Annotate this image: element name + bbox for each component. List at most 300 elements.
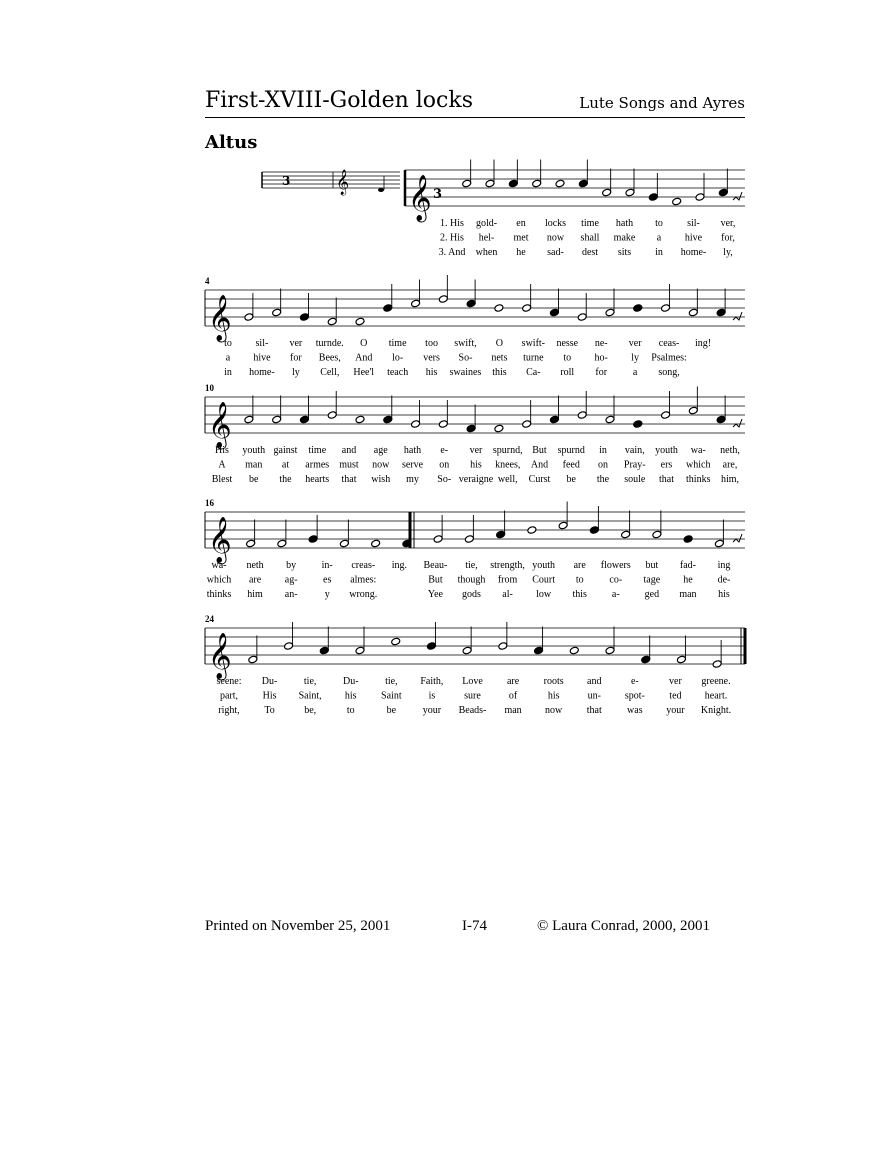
lyric-syllable: ing. [391,560,407,571]
lyric-syllable: ly, [723,247,733,258]
lyric-syllable: be [386,705,397,716]
lyric-syllable: him, [720,474,740,485]
note-head [625,188,635,197]
lyric-syllable: time [388,338,407,349]
note-head [522,420,532,429]
lyric-syllable: that [659,474,674,485]
lyric-syllable: sure [464,690,481,702]
note-head [549,415,559,424]
lyric-syllable: home- [249,367,275,378]
measure-number: 16 [205,498,214,508]
note-head [355,646,365,655]
lyric-syllable: he [683,574,693,586]
note-head [383,304,393,313]
lyric-syllable: for [595,367,608,378]
lyric-syllable: O [495,338,504,349]
lyric-syllable: is [428,690,436,702]
lyric-syllable: nesse [556,338,579,349]
lyric-syllable: vers [423,352,440,364]
lyric-syllable: a [225,352,231,364]
note-head [605,415,615,424]
note-head [549,308,559,317]
note-head [498,642,508,651]
note-head [466,424,476,433]
lyric-syllable: man [679,589,697,600]
lyric-syllable: strength, [490,560,525,571]
lyric-syllable: neth [246,560,264,571]
note-head [633,304,643,313]
treble-clef-icon: 𝄞 [208,517,232,563]
lyric-syllable: wa- [690,445,706,456]
note-head [391,637,401,646]
note-head [327,317,337,326]
lyric-syllable: at [281,459,290,471]
lyric-syllable: but [645,560,659,571]
lyric-syllable: a [632,367,638,378]
note-head [527,526,537,535]
treble-clef-icon: 𝄞 [408,175,432,221]
lyric-syllable: veraigne [458,474,494,485]
note-head [244,313,254,322]
note-head [578,179,588,188]
lyric-syllable: nets [491,352,508,364]
page-title: First-XVIII-Golden locks [205,88,473,113]
lyric-syllable: en [516,218,526,229]
lyric-syllable: wa- [211,560,227,571]
note-head [494,304,504,313]
lyric-syllable: his [718,589,730,600]
note-head [534,646,544,655]
lyric-syllable: this [572,589,587,600]
lyric-syllable: Blest [211,474,233,485]
lyric-syllable: wish [371,474,391,485]
lyric-syllable: hel- [478,232,495,244]
lyric-syllable: when [475,247,498,258]
note-head [652,530,662,539]
lyric-syllable: Du- [342,676,359,687]
lyric-syllable: Cell, [320,367,340,378]
note-head [371,539,381,548]
note-head [714,539,724,548]
lyric-syllable: swift, [454,338,477,349]
lyric-syllable: de- [717,574,731,586]
measure-number: 24 [205,614,214,624]
lyric-syllable: Saint [381,690,402,702]
lyric-syllable: ceas- [658,338,680,349]
lyric-syllable: almes: [350,574,377,586]
lyric-syllable: to [224,338,232,349]
note-head [272,308,282,317]
lyric-syllable: tage [643,574,661,586]
note-head [355,317,365,326]
lyric-syllable: part, [219,690,239,702]
lyric-syllable: ted [669,690,682,702]
lyric-syllable: to [346,705,355,716]
lyric-syllable: greene. [701,676,731,687]
lyric-syllable: swift- [521,338,546,349]
lyric-syllable: home- [680,247,707,258]
lyric-syllable: 1. His [440,218,464,229]
lyric-syllable: dest [581,247,599,258]
lyric-syllable: So- [437,474,452,485]
lyric-syllable: a [656,232,662,244]
note-head [355,415,365,424]
note-head [438,420,448,429]
note-head [716,308,726,317]
lyric-syllable: youth [242,445,266,456]
lyric-syllable: his [344,690,357,702]
lyric-syllable: his [547,690,560,702]
note-head [508,179,518,188]
lyric-syllable: Saint, [298,690,322,702]
lyric-syllable: ver, [720,218,736,229]
note-head [558,521,568,530]
note-head [277,539,287,548]
note-head [688,406,698,415]
lyric-syllable: make [613,232,636,244]
note-head [688,308,698,317]
lyric-syllable: by [286,560,297,571]
note-head [299,415,309,424]
lyric-syllable: lo- [392,352,404,364]
lyric-syllable: ly [631,352,640,364]
lyric-syllable: and [341,445,357,456]
note-head [433,535,443,544]
note-head [695,193,705,202]
note-head [661,304,671,313]
lyric-syllable: hath [615,218,634,229]
svg-text:3: 3 [282,174,291,188]
lyric-syllable: hath [403,445,422,456]
lyric-syllable: ers [660,459,673,471]
lyric-syllable: in [655,247,663,258]
lyric-syllable: sits [617,247,632,258]
lyric-syllable: be [566,474,576,485]
lyric-syllable: spurnd [557,445,585,456]
lyric-syllable: al- [502,589,513,600]
lyric-syllable: for [290,352,302,364]
lyric-syllable: well, [497,474,518,485]
lyric-syllable: So- [458,352,473,364]
lyric-syllable: fad- [679,560,696,571]
lyric-syllable: Yee [427,589,443,600]
note-head [532,179,542,188]
lyric-syllable: him [247,589,263,600]
lyric-syllable: right, [218,705,240,716]
lyric-syllable: ver [289,338,303,349]
lyric-syllable: he [516,247,526,258]
lyric-syllable: flowers [600,560,631,571]
lyric-syllable: To [264,705,275,716]
lyric-syllable: in- [321,560,333,571]
note-head [661,411,671,420]
lyric-syllable: on [439,459,450,471]
lyric-syllable: are, [722,459,738,471]
lyric-syllable: my [406,474,419,485]
lyric-syllable: an- [284,589,298,600]
note-head [411,420,421,429]
lyric-syllable: sil- [687,218,700,229]
lyric-syllable: in [224,367,232,378]
lyric-syllable: Faith, [420,676,444,687]
note-head [248,655,258,664]
lyric-syllable: be [249,474,259,485]
lyric-syllable: now [545,705,563,716]
lyric-syllable: Love [462,676,483,687]
note-head [522,304,532,313]
lyric-syllable: A [218,459,226,471]
lyric-syllable: that [586,705,602,716]
lyric-syllable: Beau- [423,560,448,571]
lyric-syllable: His [215,445,229,456]
lyric-syllable: are [506,676,520,687]
lyric-syllable: hive [253,352,271,364]
note-head [462,646,472,655]
lyric-syllable: are [573,560,586,571]
custos-mark [733,312,742,320]
lyric-syllable: sil- [255,338,269,349]
note-head [718,188,728,197]
lyric-syllable: which [206,574,232,586]
lyric-syllable: gold- [475,218,498,229]
note-head [411,299,421,308]
lyric-syllable: his [470,459,482,471]
note-head [648,193,658,202]
custos-mark [733,534,742,542]
note-head [485,179,495,188]
lyric-syllable: youth [532,560,556,571]
note-head [605,646,615,655]
note-head [244,415,254,424]
lyric-syllable: the [279,474,292,485]
lyric-syllable: and [587,676,602,687]
lyric-syllable: Beads- [458,705,487,716]
lyric-syllable: swaines [449,367,482,378]
lyric-syllable: ing [717,560,731,571]
lyric-syllable: feed [562,459,580,471]
lyric-syllable: un- [587,690,601,702]
note-head [426,642,436,651]
note-head [327,411,337,420]
lyric-syllable: spot- [624,690,645,702]
lyric-syllable: shall [580,232,600,244]
note-head [308,535,318,544]
lyric-syllable: met [513,232,529,244]
lyric-syllable: turnde. [315,338,344,349]
lyric-syllable: ver [628,338,642,349]
lyric-syllable: on [598,459,608,471]
lyric-syllable: creas- [351,560,376,571]
lyric-syllable: And [530,459,549,471]
staff-system [205,275,745,378]
lyric-syllable: your [666,705,685,716]
lyric-syllable: ged [644,589,660,600]
treble-clef-icon: 𝄞 [208,295,232,341]
note-head [683,535,693,544]
lyric-syllable: y [324,589,330,600]
lyric-syllable: e- [440,445,449,456]
svg-text:𝄞: 𝄞 [336,170,350,195]
treble-clef-icon: 𝄞 [208,402,232,448]
lyric-syllable: ver [469,445,483,456]
note-head [319,646,329,655]
lyric-syllable: song, [658,367,680,378]
lyric-syllable: a- [611,589,620,600]
lyric-syllable: for, [721,232,735,244]
lyric-syllable: neth, [720,445,740,456]
note-head [438,295,448,304]
lyric-syllable: heart. [704,690,728,702]
lyric-syllable: to [575,574,584,586]
lyric-syllable: this [492,367,507,378]
custos-mark [733,419,742,427]
staff-system [405,160,745,259]
time-signature: 3 [433,187,443,202]
lyric-syllable: roll [560,367,575,378]
lyric-syllable: low [536,589,552,600]
note-head [466,299,476,308]
lyric-syllable: e- [630,676,639,687]
lyric-syllable: time [581,218,599,229]
lyric-syllable: ag- [284,574,298,586]
lyric-syllable: the [596,474,610,485]
collection-title: Lute Songs and Ayres [579,94,745,112]
note-head [605,308,615,317]
lyric-syllable: Pray- [623,459,646,471]
lyric-syllable: turne [523,352,544,364]
lyric-syllable: 2. His [440,232,464,244]
lyric-syllable: Curst [528,474,551,485]
lyric-syllable: 3. And [438,247,466,258]
note-head [633,420,643,429]
lyric-syllable: though [457,574,486,586]
lyric-syllable: ing! [694,338,712,349]
note-head [577,313,587,322]
note-head [589,526,599,535]
note-head [712,660,722,669]
note-head [496,530,506,539]
lyric-syllable: tie, [465,560,478,571]
note-head [464,535,474,544]
lyric-syllable: time [308,445,327,456]
lyric-syllable: age [373,445,388,456]
lyric-syllable: es [323,574,332,586]
lyric-syllable: vain, [624,445,645,456]
custos-mark [733,192,742,200]
note-head [272,415,282,424]
lyric-syllable: knees, [495,459,521,471]
lyric-syllable: which [686,459,711,471]
lyric-syllable: now [372,459,390,471]
lyric-syllable: ly [291,367,300,378]
measure-number: 4 [205,276,210,286]
note-head [672,197,682,206]
lyric-syllable: ne- [594,338,608,349]
incipit-staff [262,169,400,195]
lyric-syllable: Du- [261,676,278,687]
lyric-syllable: And [355,352,373,364]
lyric-syllable: But [428,574,443,586]
lyric-syllable: of [508,690,518,702]
lyric-syllable: are [248,574,262,586]
lyric-syllable: to [563,352,572,364]
lyric-syllable: hive [684,232,703,244]
note-head [462,179,472,188]
lyric-syllable: to [655,218,663,229]
lyric-syllable: wrong. [349,589,378,600]
lyric-syllable: man [504,705,522,716]
lyric-syllable: His [262,690,277,702]
note-head [602,188,612,197]
note-head [577,411,587,420]
note-head [716,415,726,424]
note-head [339,539,349,548]
lyric-syllable: from [497,574,518,586]
lyric-syllable: that [341,474,357,485]
lyric-syllable: now [546,232,565,244]
lyric-syllable: tie, [385,676,398,687]
treble-clef-icon: 𝄞 [208,633,232,679]
lyric-syllable: gainst [273,445,298,456]
note-head [284,642,294,651]
lyric-syllable: Psalmes: [651,352,687,364]
note-head [641,655,651,664]
lyric-syllable: locks [544,218,567,229]
lyric-syllable: soule [624,474,646,485]
note-head [569,646,579,655]
lyric-syllable: spurnd, [492,445,523,456]
measure-number: 10 [205,383,214,393]
footer-printed-date: Printed on November 25, 2001 [205,918,391,934]
note-head [246,539,256,548]
footer-copyright: © Laura Conrad, 2000, 2001 [537,918,711,934]
lyric-syllable: thinks [686,474,711,485]
part-name: Altus [205,132,258,153]
lyric-syllable: ver [669,676,682,687]
lyric-syllable: armes [305,459,330,471]
staff-system [205,614,745,716]
lyric-syllable: roots [543,676,564,687]
lyric-syllable: sad- [547,247,564,258]
note-head [676,655,686,664]
lyric-syllable: be, [304,705,317,716]
lyric-syllable: seene: [216,676,242,687]
lyric-syllable: Hee'l [353,367,375,378]
lyric-syllable: Bees, [318,352,341,364]
note-head [494,424,504,433]
lyric-syllable: Court [532,574,556,586]
lyric-syllable: too [425,338,438,349]
lyric-syllable: Ca- [526,367,541,378]
staff-system [205,383,745,485]
lyric-syllable: But [532,445,547,456]
footer-page-number: I-74 [462,918,487,934]
lyric-syllable: thinks [206,589,232,600]
lyric-syllable: tie, [303,676,317,687]
lyric-syllable: his [425,367,438,378]
note-head [383,415,393,424]
lyric-syllable: ho- [594,352,608,364]
lyric-syllable: man [245,459,263,471]
staff-system [205,498,745,600]
lyric-syllable: Knight. [700,705,732,716]
note-head [621,530,631,539]
lyric-syllable: serve [401,459,424,471]
note-head [299,313,309,322]
lyric-syllable: youth [655,445,678,456]
lyric-syllable: must [339,459,359,471]
note-head [555,179,565,188]
